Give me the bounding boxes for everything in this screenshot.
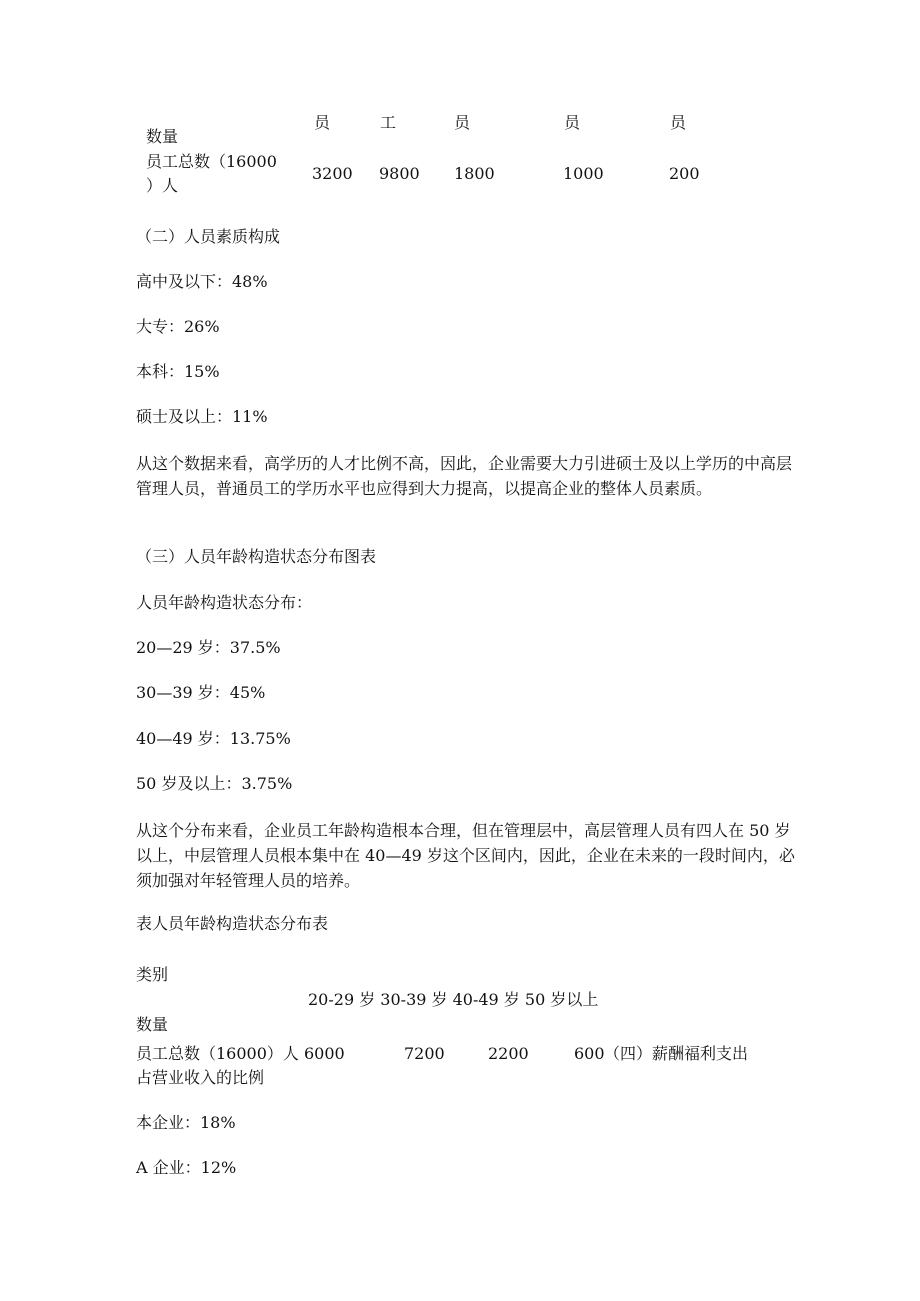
section2-item: 高中及以下：48% — [136, 272, 268, 291]
section3-paragraph: 从这个分布来看，企业员工年龄构造根本合理，但在管理层中，高层管理人员有四人在 50 岁以上，中层管理人员根本集中在 40—49 岁这个区间内，因此，企业在未来的一段时间内，必须加强对年轻管理人员的培养。 — [136, 821, 795, 890]
section3-intro: 人员年龄构造状态分布： — [136, 593, 313, 612]
table2-quantity-label: 数量 — [136, 1015, 169, 1034]
table1-value: 200 — [669, 164, 700, 183]
section2-item: 硕士及以上：11% — [136, 407, 268, 426]
section4-item: A 企业：12% — [136, 1158, 237, 1177]
section4-heading: （四）薪酬福利支出 — [604, 1044, 749, 1063]
section2-item: 大专：26% — [136, 317, 220, 336]
section3-item: 20—29 岁：37.5% — [136, 638, 281, 657]
table1-header-cell: 工 — [380, 113, 397, 132]
table2-value: 2200 — [488, 1044, 529, 1063]
section3-table-title: 表人员年龄构造状态分布表 — [136, 914, 329, 933]
table2-header-line: 20-29 岁 30-39 岁 40-49 岁 50 岁以上 — [308, 990, 599, 1009]
table2-value: 7200 — [404, 1044, 445, 1063]
table1-header-cell: 员 — [454, 113, 471, 132]
table1-value: 9800 — [379, 164, 420, 183]
table1-quantity-label: 数量 — [146, 127, 179, 146]
section3-item: 50 岁及以上：3.75% — [136, 774, 293, 793]
section3-item: 30—39 岁：45% — [136, 683, 266, 702]
section4-item: 本企业：18% — [136, 1113, 236, 1132]
table2-value: 600 — [574, 1044, 605, 1063]
table1-total-label-line2: ）人 — [146, 176, 179, 195]
section2-item: 本科：15% — [136, 362, 220, 381]
table1-header-cell: 员 — [564, 113, 581, 132]
section2-heading: （二）人员素质构成 — [136, 227, 281, 246]
table1-header-cell: 员 — [314, 113, 331, 132]
table1-value: 3200 — [312, 164, 353, 183]
table1-value: 1800 — [454, 164, 495, 183]
table1-header-cell: 员 — [670, 113, 687, 132]
section3-item: 40—49 岁：13.75% — [136, 729, 291, 748]
table2-total-label: 员工总数（16000）人 6000 — [136, 1044, 345, 1063]
table1-total-label-line1: 员工总数（16000 — [146, 152, 277, 171]
section4-heading-wrap: 占营业收入的比例 — [136, 1068, 265, 1087]
section2-paragraph: 从这个数据来看，高学历的人才比例不高，因此，企业需要大力引进硕士及以上学历的中高层管理人员，普通员工的学历水平也应得到大力提高，以提高企业的整体人员素质。 — [136, 454, 793, 498]
table1-value: 1000 — [563, 164, 604, 183]
section3-heading: （三）人员年龄构造状态分布图表 — [136, 547, 377, 566]
table2-category-label: 类别 — [136, 965, 169, 984]
